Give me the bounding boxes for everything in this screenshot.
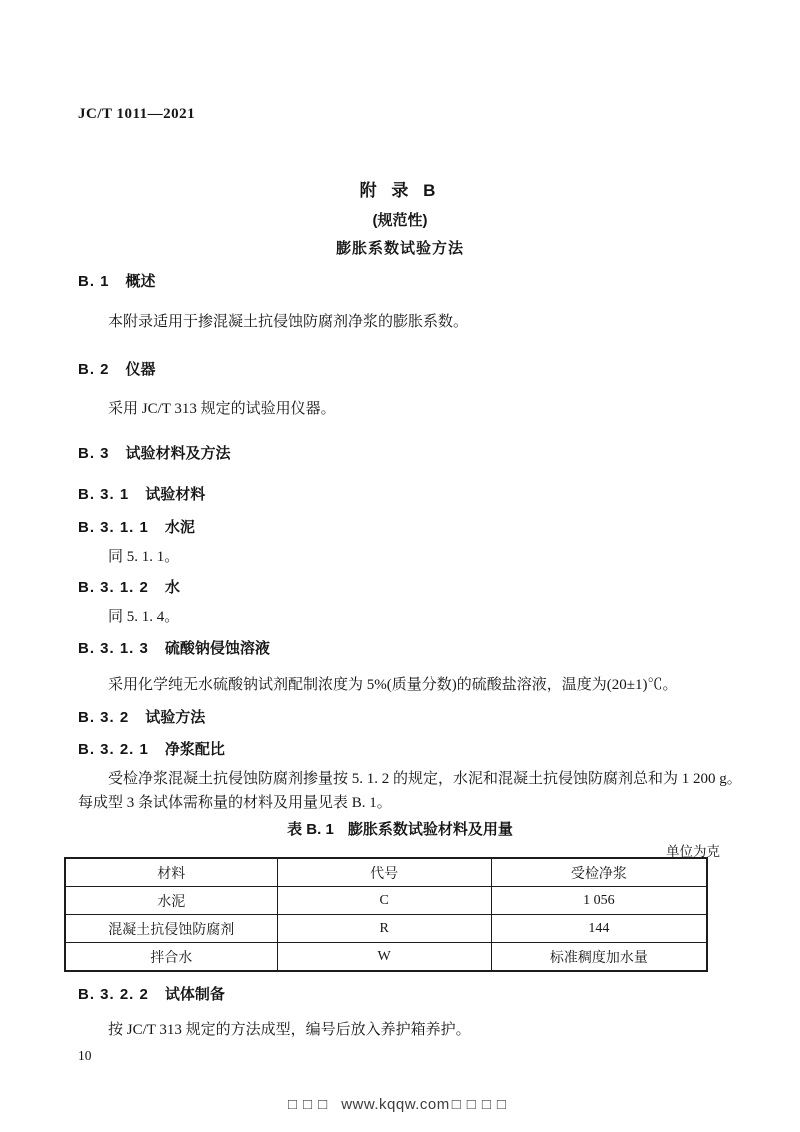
clause-title: 试验材料 (145, 486, 206, 503)
clause-title: 试验材料及方法 (125, 445, 231, 462)
clause-title: 试验方法 (145, 709, 206, 726)
clause-title: 概述 (125, 273, 156, 290)
clause-title: 硫酸钠侵蚀溶液 (164, 640, 270, 657)
paragraph-line: 受检净浆混凝土抗侵蚀防腐剂掺量按 5. 1. 2 的规定，水泥和混凝土抗侵蚀防腐剂总和为 1 200 g。 (108, 771, 742, 787)
clause-body-b1: 本附录适用于掺混凝土抗侵蚀防腐剂净浆的膨胀系数。 (108, 314, 469, 330)
clause-number: B. 3. 2. 2 (78, 986, 149, 1003)
clause-number: B. 3. 1. 3 (78, 640, 149, 657)
cell-symbol: W (277, 943, 491, 972)
cell-amount: 1 056 (491, 887, 707, 915)
clause-number: B. 3. 2 (78, 709, 130, 726)
standard-code: JC/T 1011—2021 (78, 106, 196, 122)
table-row (65, 915, 707, 943)
cell-material: 混凝土抗侵蚀防腐剂 (65, 915, 277, 943)
page-number: 10 (78, 1048, 92, 1063)
paragraph-line: 每成型 3 条试体需称量的材料及用量见表 B. 1。 (78, 795, 392, 811)
table-caption-label: 表 B. 1 (287, 821, 334, 838)
clause-title: 试体制备 (164, 986, 225, 1003)
clause-body-b321 (78, 767, 750, 815)
table-b1 (64, 857, 708, 972)
clause-body-b311: 同 5. 1. 1。 (108, 549, 180, 565)
clause-heading-b311 (78, 516, 748, 537)
clause-body-b312: 同 5. 1. 4。 (108, 609, 180, 625)
appendix-title-line2: (规范性) (372, 212, 428, 229)
appendix-title-line1: 附 录 B (359, 181, 441, 200)
appendix-title-block (0, 176, 800, 258)
table-row (65, 887, 707, 915)
clause-number: B. 3. 1. 1 (78, 519, 149, 536)
watermark-url: www.kqqw.com (341, 1096, 450, 1113)
clause-number: B. 3. 2. 1 (78, 741, 149, 758)
clause-title: 净浆配比 (164, 741, 225, 758)
clause-title: 水泥 (164, 519, 195, 536)
clause-number: B. 3 (78, 445, 110, 462)
table-row (65, 943, 707, 972)
table-caption-title: 膨胀系数试验材料及用量 (347, 821, 513, 838)
watermark-left-boxes: □□□ (288, 1096, 334, 1113)
clause-number: B. 1 (78, 273, 110, 290)
table-header-sample-paste: 受检净浆 (491, 858, 707, 887)
clause-body-b313: 采用化学纯无水硫酸钠试剂配制浓度为 5%(质量分数)的硫酸盐溶液，温度为(20±1)℃。 (108, 677, 678, 693)
cell-material: 拌合水 (65, 943, 277, 972)
table-header-row (65, 858, 707, 887)
cell-material: 水泥 (65, 887, 277, 915)
clause-heading-b321 (78, 738, 748, 759)
clause-heading-b3 (78, 442, 748, 463)
clause-heading-b32 (78, 706, 748, 727)
clause-heading-b313 (78, 637, 748, 658)
cell-amount: 标准稠度加水量 (491, 943, 707, 972)
cell-symbol: C (277, 887, 491, 915)
clause-number: B. 3. 1 (78, 486, 130, 503)
clause-title: 水 (164, 579, 180, 596)
clause-heading-b322 (78, 983, 748, 1004)
clause-heading-b2 (78, 358, 748, 379)
table-caption (0, 818, 800, 839)
watermark (0, 1096, 800, 1113)
clause-body-b322: 按 JC/T 313 规定的方法成型，编号后放入养护箱养护。 (108, 1022, 471, 1038)
clause-heading-b312 (78, 576, 748, 597)
clause-body-b2: 采用 JC/T 313 规定的试验用仪器。 (108, 401, 336, 417)
clause-heading-b1 (78, 270, 748, 291)
clause-title: 仪器 (125, 361, 156, 378)
table-header-symbol: 代号 (277, 858, 491, 887)
cell-amount: 144 (491, 915, 707, 943)
clause-number: B. 2 (78, 361, 110, 378)
table-header-material: 材料 (65, 858, 277, 887)
watermark-right-boxes: □□□□ (451, 1096, 512, 1113)
table-unit-note: 单位为克 (666, 844, 720, 859)
clause-heading-b31 (78, 483, 748, 504)
cell-symbol: R (277, 915, 491, 943)
appendix-title-line3: 膨胀系数试验方法 (335, 240, 464, 257)
clause-number: B. 3. 1. 2 (78, 579, 149, 596)
